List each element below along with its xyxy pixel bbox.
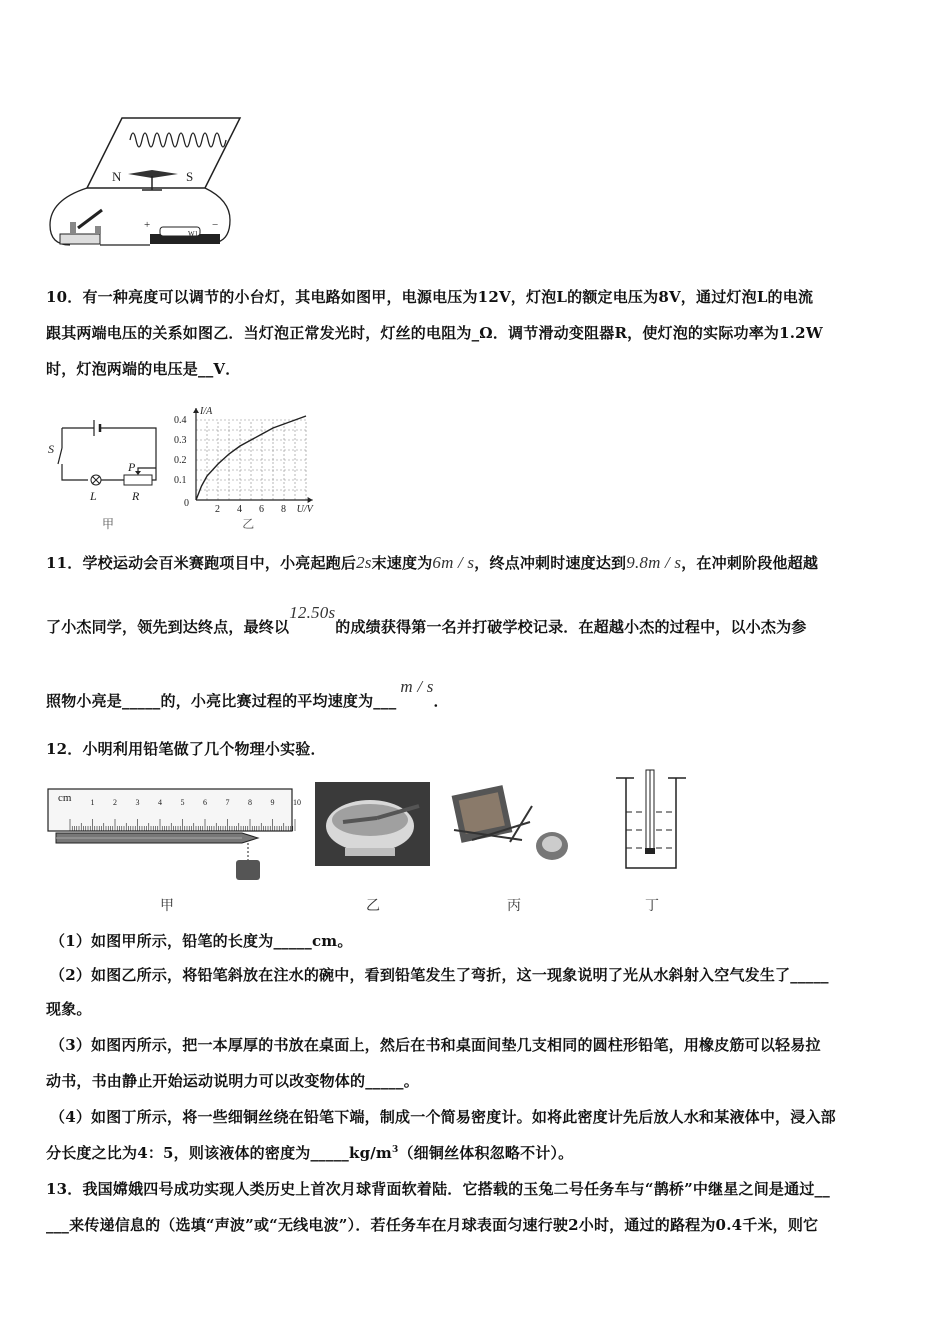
fig-caption-bing: 丙 <box>507 898 521 914</box>
svg-text:W1: W1 <box>188 230 199 238</box>
q11-math-v2: 9.8m / s <box>626 553 682 572</box>
y-tick-label: 0.1 <box>174 475 187 486</box>
densimeter-beaker <box>612 768 692 873</box>
q11-l3-a: 照物小亮是_____的，小亮比赛过程的平均速度为___ <box>46 692 397 710</box>
circuit-label-l: L <box>90 489 97 503</box>
q10-line-1: 10．有一种亮度可以调节的小台灯，其电路如图甲，电源电压为12V，灯泡L的额定电压为8V，通过灯泡L的电流 <box>46 288 814 306</box>
q11-math-t2: 12.50s <box>289 603 336 622</box>
ruler-tick-label: 9 <box>270 798 275 807</box>
q12-part-1: （1）如图甲所示，铅笔的长度为_____cm。 <box>50 932 353 950</box>
q13-line-1: 13．我国嫦娥四号成功实现人类历史上首次月球背面软着陆．它搭载的玉兔二号任务车与“鹊桥”中继星之间是通过__ <box>46 1180 830 1198</box>
q11-l2-a: 了小杰同学，领先到达终点，最终以 <box>46 618 290 636</box>
ruler-tick-label: 2 <box>113 798 117 807</box>
fig-caption-ding: 丁 <box>645 898 659 914</box>
x-axis-arrow <box>308 497 313 503</box>
q11-line-2 <box>46 603 807 637</box>
q12-part-2-line-1: （2）如图乙所示，将铅笔斜放在注水的碗中，看到铅笔发生了弯折，这一现象说明了光从水斜射入空气发生了_____ <box>50 966 829 984</box>
x-tick-label: 2 <box>215 504 220 515</box>
y-tick-label: 0.2 <box>174 455 187 466</box>
svg-text:−: − <box>212 219 219 231</box>
q11-l3-b: ． <box>433 692 449 710</box>
origin-label: 0 <box>184 498 189 509</box>
ruler-tick-label: 10 <box>293 798 301 807</box>
y-axis-arrow <box>193 408 199 413</box>
ruler-tick-label: 3 <box>135 798 140 807</box>
y-axis-label: I/A <box>200 406 213 417</box>
compass-s-label: S <box>186 169 194 184</box>
q12-part-2-line-2: 现象。 <box>46 1000 92 1018</box>
coil-compass-figure <box>40 110 250 260</box>
q13-line-2: ___来传递信息的（选填“声波”或“无线电波”）．若任务车在月球表面匀速行驶2小时，通过的路程为0.4千米，则它 <box>46 1216 819 1234</box>
ruler-tick-label: 1 <box>90 798 95 807</box>
ruler-tick-label: 7 <box>225 798 230 807</box>
ruler-tick-label: 8 <box>248 798 252 807</box>
circuit-label-s: S <box>48 442 54 456</box>
compass-n-label: N <box>112 169 122 184</box>
book-pencils-photo <box>452 782 577 862</box>
circuit-label-r: R <box>132 489 140 503</box>
q11-l2-b: 的成绩获得第一名并打破学校记录．在超越小杰的过程中，以小杰为参 <box>335 618 807 636</box>
y-tick-label: 0.4 <box>174 415 187 426</box>
x-tick-label: 8 <box>281 504 286 515</box>
circuit-label-p: P <box>128 460 136 474</box>
fig-caption-yi: 乙 <box>366 898 380 914</box>
q12-part-4-line-1: （4）如图丁所示，将一些细铜丝绕在铅笔下端，制成一个简易密度计。如将此密度计先后放人水和某液体中，浸入部 <box>50 1108 836 1126</box>
ruler-unit: cm <box>58 792 72 804</box>
q12-p4-text-a: 分长度之比为4：5，则该液体的密度为_____kg/m <box>46 1144 393 1162</box>
x-tick-label: 4 <box>237 504 242 515</box>
q11-math-t1: 2s <box>356 553 372 572</box>
chart-caption: 乙 <box>242 517 255 531</box>
q10-line-3: 时，灯泡两端的电压是__V． <box>46 360 241 378</box>
ruler-pencil-figure <box>46 785 301 885</box>
fig-caption-jia: 甲 <box>160 898 174 914</box>
q11-line-1 <box>46 552 818 573</box>
q12-part-4-line-2 <box>46 1142 573 1163</box>
q12-part-3-line-2: 动书，书由静止开始运动说明力可以改变物体的_____。 <box>46 1072 419 1090</box>
q12-p4-sup: 3 <box>392 1145 399 1155</box>
q11-l1-c: ，终点冲刺时速度达到 <box>474 554 627 572</box>
q11-l1-d: ，在冲刺阶段他超越 <box>681 554 819 572</box>
q10-line-2: 跟其两端电压的关系如图乙．当灯泡正常发光时，灯丝的电阻为_Ω．调节滑动变阻器R，使灯泡的实际功率为1.2W <box>46 324 823 342</box>
circuit-diagram-jia <box>44 400 174 535</box>
ruler-tick-label: 4 <box>158 798 162 807</box>
q11-line-3 <box>46 677 449 711</box>
x-axis-label: U/V <box>296 504 313 515</box>
ruler-tick-label: 5 <box>180 798 185 807</box>
ruler-tick-label: 6 <box>203 798 207 807</box>
bowl-photo <box>315 782 430 866</box>
q11-math-unit: m / s <box>400 677 434 696</box>
q11-math-v1: 6m / s <box>432 553 475 572</box>
q11-l1-b: 末速度为 <box>371 554 433 572</box>
q12-part-3-line-1: （3）如图丙所示，把一本厚厚的书放在桌面上，然后在书和桌面间垫几支相同的圆柱形铅笔，用橡皮筋可以轻易拉 <box>50 1036 821 1054</box>
q12-p4-text-b: （细铜丝体积忽略不计）。 <box>398 1144 574 1162</box>
y-tick-label: 0.3 <box>174 435 187 446</box>
iu-chart <box>172 398 332 533</box>
x-tick-label: 6 <box>259 504 264 515</box>
svg-text:+: + <box>144 219 151 231</box>
q11-l1-a: 11．学校运动会百米赛跑项目中，小亮起跑后 <box>46 554 357 572</box>
q12-title: 12．小明利用铅笔做了几个物理小实验． <box>46 740 326 758</box>
circuit-caption: 甲 <box>102 517 115 531</box>
